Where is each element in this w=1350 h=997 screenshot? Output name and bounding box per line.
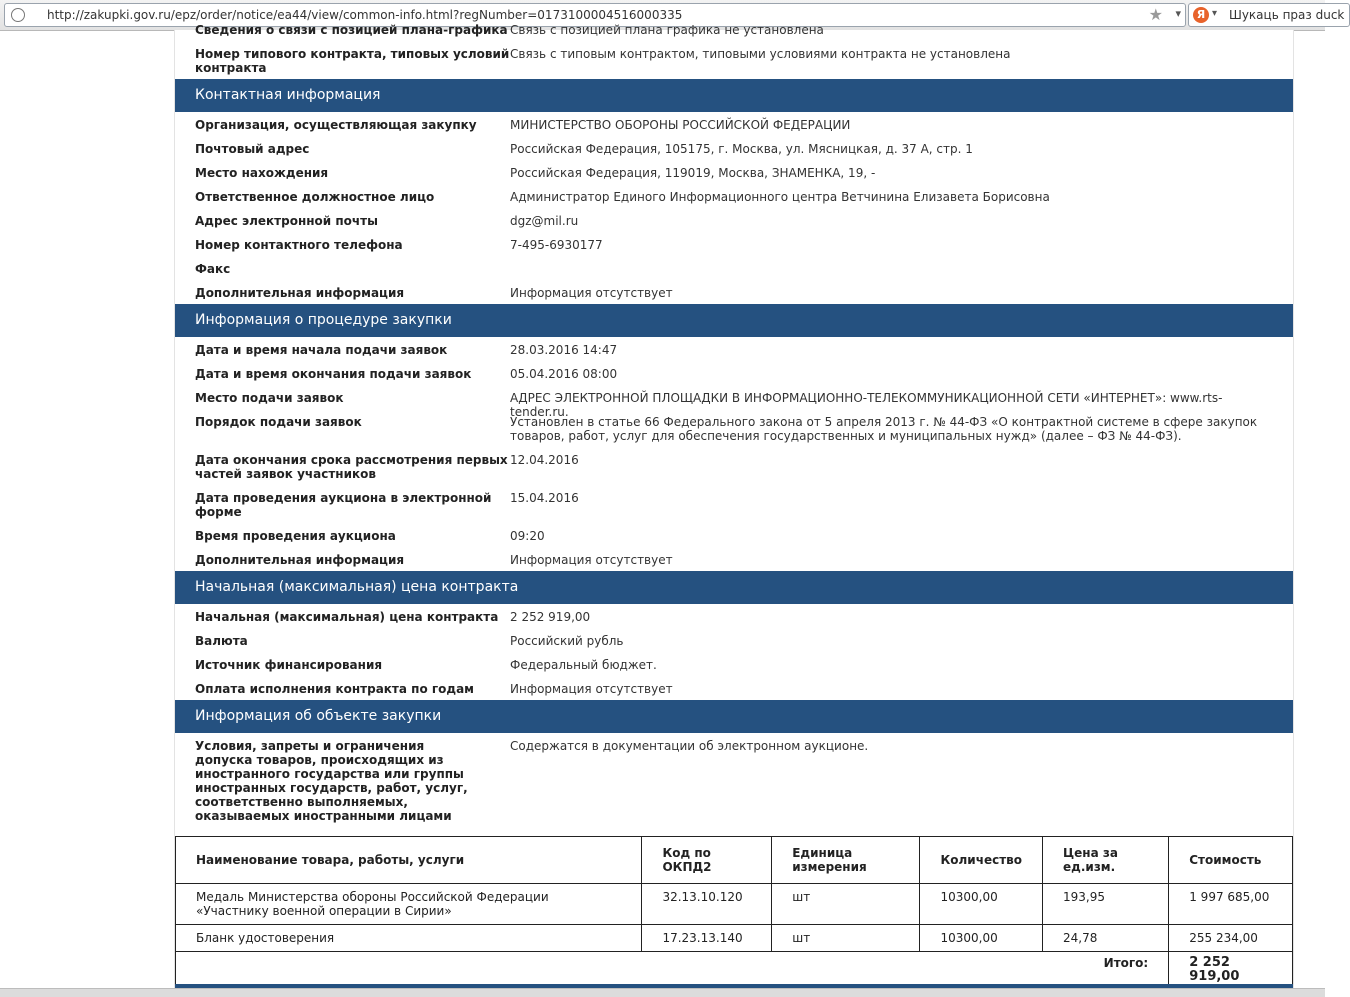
goods-table xyxy=(175,836,1293,989)
info-row xyxy=(175,658,1293,682)
info-row xyxy=(175,238,1293,262)
cell-name: Бланк удостоверения xyxy=(176,925,642,952)
row-label: Сведения о связи с позицией плана-графика xyxy=(195,23,508,37)
info-row xyxy=(175,166,1293,190)
section-header-object: Информация об объекте закупки xyxy=(175,700,1293,733)
table-header-row xyxy=(176,837,1293,884)
row-value: Администратор Единого Информационного центра Ветчинина Елизавета Борисовна xyxy=(510,190,1050,204)
info-row xyxy=(175,415,1293,453)
row-value: Информация отсутствует xyxy=(510,286,673,300)
row-value xyxy=(510,262,1293,286)
history-dropdown-icon[interactable]: ▾ xyxy=(1175,7,1181,20)
site-info-icon[interactable] xyxy=(11,8,25,22)
table-row xyxy=(176,884,1293,925)
row-label: Факс xyxy=(195,262,231,276)
row-value: АДРЕС ЭЛЕКТРОННОЙ ПЛОЩАДКИ В ИНФОРМАЦИОННО-ТЕЛЕКОММУНИКАЦИОННОЙ СЕТИ «ИНТЕРНЕТ»: www.rts-tender.ru. xyxy=(510,391,1223,419)
cell-code: 32.13.10.120 xyxy=(642,884,772,925)
info-row xyxy=(175,453,1293,491)
info-row xyxy=(175,262,1293,286)
info-row xyxy=(175,739,1293,829)
row-label: Дата и время окончания подачи заявок xyxy=(195,367,472,381)
row-value: 12.04.2016 xyxy=(510,453,579,467)
row-value: 28.03.2016 14:47 xyxy=(510,343,618,357)
row-label: Адрес электронной почты xyxy=(195,214,378,228)
row-value: 2 252 919,00 xyxy=(510,610,591,624)
row-label: Место подачи заявок xyxy=(195,391,344,405)
row-value: 05.04.2016 08:00 xyxy=(510,367,618,381)
cell-cost: 255 234,00 xyxy=(1169,925,1293,952)
row-value: Российская Федерация, 119019, Москва, ЗНАМЕНКА, 19, - xyxy=(510,166,876,180)
section-header-price: Начальная (максимальная) цена контракта xyxy=(175,571,1293,604)
row-label: Дата проведения аукциона в электронной форме xyxy=(195,491,492,519)
row-value: Российская Федерация, 105175, г. Москва, ул. Мясницкая, д. 37 А, стр. 1 xyxy=(510,142,973,156)
row-label: Номер контактного телефона xyxy=(195,238,403,252)
info-row xyxy=(175,610,1293,634)
row-label: Оплата исполнения контракта по годам xyxy=(195,682,474,696)
email-link[interactable]: dgz@mil.ru xyxy=(510,214,579,228)
col-header-unit: Единица измерения xyxy=(772,837,920,884)
col-header-code: Код по ОКПД2 xyxy=(642,837,772,884)
section-header-contact: Контактная информация xyxy=(175,79,1293,112)
section-header-procedure: Информация о процедуре закупки xyxy=(175,304,1293,337)
search-engine-icon[interactable]: Я xyxy=(1193,7,1209,23)
info-row xyxy=(175,391,1293,419)
info-row xyxy=(175,23,1293,47)
row-label: Место нахождения xyxy=(195,166,329,180)
cell-code: 17.23.13.140 xyxy=(642,925,772,952)
cell-price: 193,95 xyxy=(1043,884,1169,925)
row-value: Содержатся в документации об электронном аукционе. xyxy=(510,739,869,753)
row-value: МИНИСТЕРСТВО ОБОРОНЫ РОССИЙСКОЙ ФЕДЕРАЦИИ xyxy=(510,118,851,132)
info-row xyxy=(175,529,1293,553)
row-value: Установлен в статье 66 Федерального закона от 5 апреля 2013 г. № 44-ФЗ «О контрактной системе в сфере закупок товаров, работ, услуг для обеспечения государственных и муниципальных нужд» (далее – ФЗ № 44-ФЗ). xyxy=(510,415,1258,443)
cell-unit: шт xyxy=(772,884,920,925)
bookmark-star-icon[interactable]: ★ xyxy=(1148,5,1163,24)
info-row xyxy=(175,491,1293,529)
cell-unit: шт xyxy=(772,925,920,952)
row-label: Порядок подачи заявок xyxy=(195,415,362,429)
info-row xyxy=(175,214,1293,238)
contact-rows xyxy=(175,118,1293,310)
chevron-down-icon[interactable]: ▾ xyxy=(1212,8,1218,19)
info-row xyxy=(175,118,1293,142)
cell-qty: 10300,00 xyxy=(920,925,1043,952)
cell-price: 24,78 xyxy=(1043,925,1169,952)
row-label: Начальная (максимальная) цена контракта xyxy=(195,610,499,624)
cell-cost: 1 997 685,00 xyxy=(1169,884,1293,925)
row-label: Дата окончания срока рассмотрения первых частей заявок участников xyxy=(195,453,508,481)
col-header-qty: Количество xyxy=(920,837,1043,884)
row-label: Условия, запреты и ограничения допуска товаров, происходящих из иностранного государства или группы иностранных государств, работ, услуг, соответственно выполняемых, оказываемых иностранными лицами xyxy=(195,739,468,823)
row-label: Организация, осуществляющая закупку xyxy=(195,118,477,132)
price-rows xyxy=(175,610,1293,706)
table-total-row xyxy=(176,952,1293,989)
total-label: Итого: xyxy=(176,952,1169,989)
row-label: Дата и время начала подачи заявок xyxy=(195,343,448,357)
row-label: Дополнительная информация xyxy=(195,286,405,300)
table-row xyxy=(176,925,1293,952)
info-row xyxy=(175,142,1293,166)
row-value: 15.04.2016 xyxy=(510,491,579,505)
url-text[interactable]: http://zakupki.gov.ru/epz/order/notice/ea44/view/common-info.html?regNumber=0173100004516000335 xyxy=(47,8,683,22)
row-value: 7-495-6930177 xyxy=(510,238,603,252)
info-row xyxy=(175,47,1293,73)
info-row xyxy=(175,190,1293,214)
info-row xyxy=(175,343,1293,367)
row-value: Связь с позицией плана графика не установлена xyxy=(510,23,824,37)
general-rows xyxy=(175,23,1293,73)
cell-qty: 10300,00 xyxy=(920,884,1043,925)
row-value: Информация отсутствует xyxy=(510,682,673,696)
row-label: Ответственное должностное лицо xyxy=(195,190,435,204)
row-value: Информация отсутствует xyxy=(510,553,673,567)
row-label: Почтовый адрес xyxy=(195,142,310,156)
row-label: Валюта xyxy=(195,634,248,648)
row-value: Федеральный бюджет. xyxy=(510,658,657,672)
row-value: 09:20 xyxy=(510,529,545,543)
object-rows xyxy=(175,739,1293,829)
col-header-price: Цена за ед.изм. xyxy=(1043,837,1169,884)
row-value: Российский рубль xyxy=(510,634,624,648)
row-label: Номер типового контракта, типовых условий контракта xyxy=(195,47,510,75)
procedure-rows xyxy=(175,343,1293,577)
col-header-cost: Стоимость xyxy=(1169,837,1293,884)
info-row xyxy=(175,634,1293,658)
total-value: 2 252 919,00 xyxy=(1169,952,1293,989)
col-header-name: Наименование товара, работы, услуги xyxy=(176,837,642,884)
row-label: Время проведения аукциона xyxy=(195,529,396,543)
row-label: Дополнительная информация xyxy=(195,553,405,567)
notice-page xyxy=(174,23,1294,996)
row-label: Источник финансирования xyxy=(195,658,383,672)
row-value: Связь с типовым контрактом, типовыми условиями контракта не установлена xyxy=(510,47,1011,61)
info-row xyxy=(175,367,1293,391)
search-input[interactable]: Шукаць праз duck xyxy=(1229,8,1345,22)
bottom-scrollbar[interactable] xyxy=(0,988,1325,997)
cell-name: Медаль Министерства обороны Российской Федерации «Участнику военной операции в Сирии» xyxy=(176,884,642,925)
